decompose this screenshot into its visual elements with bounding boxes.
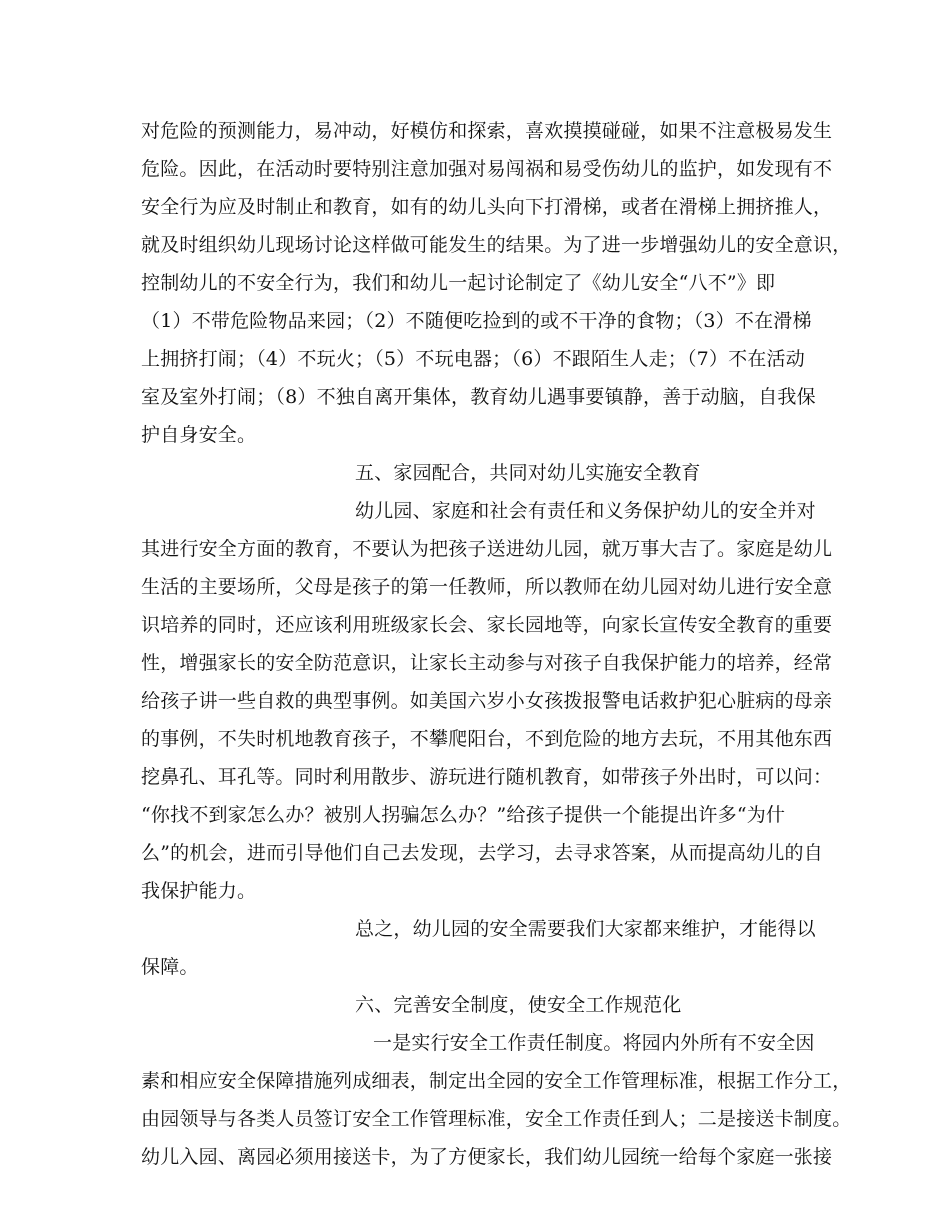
paragraph-line: 危险。因此，在活动时要特别注意加强对易闯祸和易受伤幼儿的监护，如发现有不 [141, 158, 833, 180]
paragraph-line: 一是实行安全工作责任制度。将园内外所有不安全因 [373, 1032, 815, 1054]
paragraph-line: 我保护能力。 [141, 880, 257, 902]
section-heading-five: 五、家园配合，共同对幼儿实施安全教育 [355, 462, 701, 484]
paragraph-line: 生活的主要场所，父母是孩子的第一任教师，所以教师在幼儿园对幼儿进行安全意 [141, 576, 833, 598]
paragraph-line: 护自身安全。 [141, 424, 257, 446]
section-heading-six: 六、完善安全制度，使安全工作规范化 [355, 994, 682, 1016]
paragraph-line: 的事例，不失时机地教育孩子，不攀爬阳台，不到危险的地方去玩，不用其他东西 [141, 728, 833, 750]
paragraph-line: 幼儿园、家庭和社会有责任和义务保护幼儿的安全并对 [355, 500, 816, 522]
paragraph-line: 就及时组织幼儿现场讨论这样做可能发生的结果。为了进一步增强幼儿的安全意识， [141, 234, 852, 256]
paragraph-line: 幼儿入园、离园必须用接送卡，为了方便家长，我们幼儿园统一给每个家庭一张接 [141, 1146, 833, 1168]
paragraph-line: （1）不带危险物品来园；（2）不随便吃捡到的或不干净的食物；（3）不在滑梯 [141, 310, 812, 332]
paragraph-line: 上拥挤打闹；（4）不玩火；（5）不玩电器；（6）不跟陌生人走；（7）不在活动 [141, 348, 805, 370]
paragraph-line: 性，增强家长的安全防范意识，让家长主动参与对孩子自我保护能力的培养，经常 [141, 652, 833, 674]
paragraph-line: 控制幼儿的不安全行为，我们和幼儿一起讨论制定了《幼儿安全“八不”》即 [141, 272, 776, 294]
paragraph-line: 对危险的预测能力，易冲动，好模仿和探索，喜欢摸摸碰碰，如果不注意极易发生 [141, 120, 833, 142]
paragraph-line: 素和相应安全保障措施列成细表，制定出全园的安全工作管理标准，根据工作分工， [141, 1070, 852, 1092]
paragraph-line: 其进行安全方面的教育，不要认为把孩子送进幼儿园，就万事大吉了。家庭是幼儿 [141, 538, 833, 560]
paragraph-line: 么”的机会，进而引导他们自己去发现，去学习，去寻求答案，从而提高幼儿的自 [141, 842, 823, 864]
paragraph-line: 保障。 [141, 956, 199, 978]
paragraph-line: “你找不到家怎么办？被别人拐骗怎么办？”给孩子提供一个能提出许多“为什 [141, 804, 786, 826]
paragraph-line: 安全行为应及时制止和教育，如有的幼儿头向下打滑梯，或者在滑梯上拥挤推人， [141, 196, 833, 218]
paragraph-line: 由园领导与各类人员签订安全工作管理标准，安全工作责任到人；二是接送卡制度。 [141, 1108, 852, 1130]
paragraph-line: 室及室外打闹；（8）不独自离开集体，教育幼儿遇事要镇静，善于动脑，自我保 [141, 386, 816, 408]
paragraph-line: 给孩子讲一些自救的典型事例。如美国六岁小女孩拨报警电话救护犯心脏病的母亲 [141, 690, 833, 712]
paragraph-line: 识培养的同时，还应该利用班级家长会、家长园地等，向家长宣传安全教育的重要 [141, 614, 833, 636]
paragraph-line: 总之，幼儿园的安全需要我们大家都来维护，才能得以 [355, 918, 816, 940]
paragraph-line: 挖鼻孔、耳孔等。同时利用散步、游玩进行随机教育，如带孩子外出时，可以问： [141, 766, 833, 788]
